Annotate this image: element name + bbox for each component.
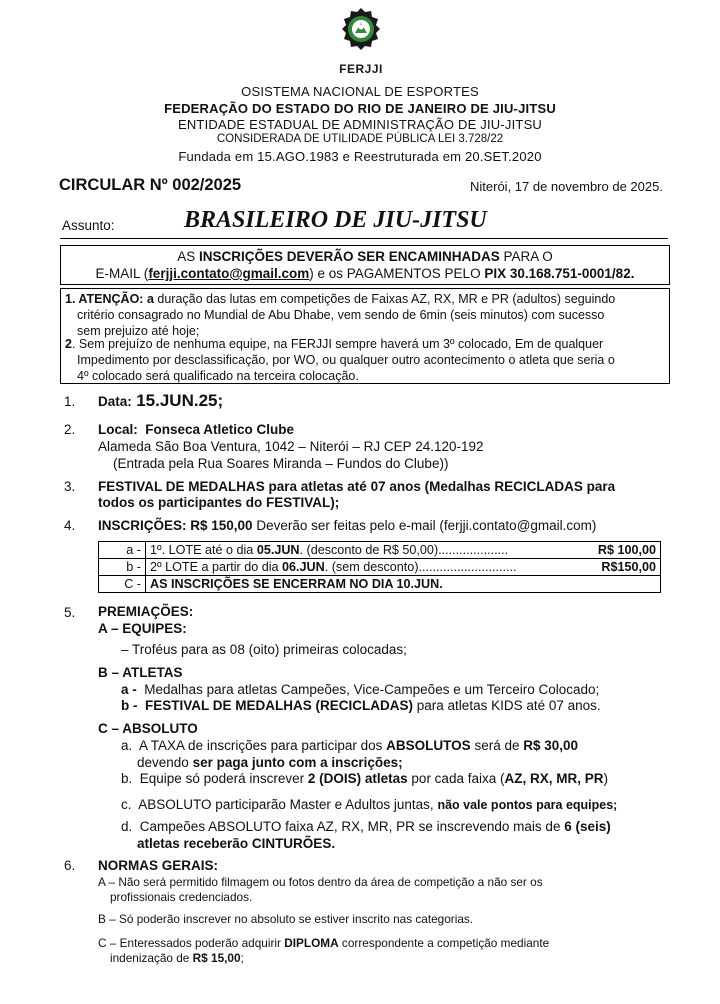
festival-line-2: todos os participantes do FESTIVAL); xyxy=(98,495,340,510)
festival-line-1: FESTIVAL DE MEDALHAS para atletas até 07 anos (Medalhas RECICLADAS para xyxy=(98,479,616,494)
circular-date: Niterói, 17 de novembro de 2025. xyxy=(470,179,663,194)
item-number-2: 2. xyxy=(64,422,76,437)
lot-description: 2º LOTE a partir do dia 06.JUN. (sem desconto)............................ R$150,00 xyxy=(146,559,661,576)
lot-row-a xyxy=(99,542,661,559)
registration-box xyxy=(60,245,670,285)
event-location: Local: Fonseca Atletico Clube xyxy=(98,422,295,437)
ferjji-logo xyxy=(341,6,381,78)
item-number-6: 6. xyxy=(64,858,76,873)
attention-item-2: 2. Sem prejuízo de nenhuma equipe, na FERJJI sempre haverá um 3º colocado, Em de qualquer Impedimento por desclassificação, por WO, ou qualquer outro acontecimento o atleta que seria o 4º colocado será qualificado na terceira colocação. xyxy=(65,337,615,383)
item-number-5: 5. xyxy=(64,605,76,620)
lot-deadline: AS INSCRIÇÕES SE ENCERRAM NO DIA 10.JUN. xyxy=(146,576,661,593)
lot-price: R$150,00 xyxy=(601,560,656,574)
registration-info: INSCRIÇÕES: R$ 150,00 Deverão ser feitas pelo e-mail (ferjji.contato@gmail.com) xyxy=(98,518,597,533)
absolute-item-d: d. Campeões ABSOLUTO faixa AZ, RX, MR, PR se inscrevendo mais de 6 (seis) xyxy=(121,819,611,834)
rule-c-line-2: indenização de R$ 15,00; xyxy=(110,951,244,965)
lot-key: b - xyxy=(99,559,146,576)
absolute-item-a-line-2: devendo ser paga junto com a inscrições; xyxy=(137,755,403,770)
general-rules-title: NORMAS GERAIS: xyxy=(98,858,219,873)
absolute-item-d-line-2: atletas receberão CINTURÕES. xyxy=(137,836,336,851)
item-number-3: 3. xyxy=(64,479,76,494)
awards-title: PREMIAÇÕES: xyxy=(98,604,194,619)
lot-description: 1º. LOTE até o dia 05.JUN. (desconto de R$ 50,00).................... R$ 100,00 xyxy=(146,542,661,559)
lot-row-c xyxy=(99,576,661,593)
circular-number: CIRCULAR Nº 002/2025 xyxy=(59,176,242,194)
header-line-1: OSISTEMA NACIONAL DE ESPORTES xyxy=(241,84,479,99)
header-law: CONSIDERADA DE UTILIDADE PÚBLICA LEI 3.728/22 xyxy=(216,133,504,145)
absolute-item-c: c. ABSOLUTO participarão Master e Adultos juntas, não vale pontos para equipes; xyxy=(121,797,618,812)
rule-a-line-1: A – Não será permitido filmagem ou fotos dentro da área de competição a não ser os xyxy=(98,875,543,889)
event-date: Data: 15.JUN.25; xyxy=(98,391,224,410)
location-address: Alameda São Boa Ventura, 1042 – Niterói – RJ CEP 24.120-192 xyxy=(98,439,484,454)
lot-row-b xyxy=(99,559,661,576)
subject-rule xyxy=(60,238,668,239)
attention-item-1: 1. ATENÇÃO: a duração das lutas em competições de Faixas AZ, RX, MR e PR (adultos) seguindo critério consagrado no Mundial de Abu Dhabe, vem sendo de 6min (seis minutos) com sucesso sem prejuizo até hoje; xyxy=(65,292,616,338)
lot-key: C - xyxy=(99,576,146,593)
subject-label: Assunto: xyxy=(62,218,115,233)
absolute-item-a: a. A TAXA de inscrições para participar dos ABSOLUTOS será de R$ 30,00 xyxy=(121,738,579,753)
rule-c-line-1: C – Enteressados poderão adquirir DIPLOMA correspondente a competição mediante xyxy=(98,936,550,950)
logo-text: FERJJI xyxy=(339,62,383,76)
rule-b: B – Só poderão inscrever no absoluto se estiver inscrito nas categorias. xyxy=(98,912,474,926)
header-entity: ENTIDADE ESTADUAL DE ADMINISTRAÇÃO DE JIU-JITSU xyxy=(177,117,543,132)
awards-athletes-title: B – ATLETAS xyxy=(98,665,183,680)
location-note: (Entrada pela Rua Soares Miranda – Fundos do Clube)) xyxy=(113,456,449,471)
header-federation: FEDERAÇÃO DO ESTADO DO RIO DE JANEIRO DE JIU-JITSU xyxy=(164,101,556,116)
subject-title: BRASILEIRO DE JIU-JITSU xyxy=(184,207,487,233)
header-founded: Fundada em 15.AGO.1983 e Reestruturada em 20.SET.2020 xyxy=(178,149,542,164)
lots-table xyxy=(98,541,661,593)
attention-box xyxy=(60,288,670,384)
registration-line-2: E-MAIL (ferjji.contato@gmail.com) e os PAGAMENTOS PELO PIX 30.168.751-0001/82. xyxy=(95,266,635,281)
awards-athletes-a: a - Medalhas para atletas Campeões, Vice-Campeões e um Terceiro Colocado; xyxy=(121,682,600,697)
awards-teams-title: A – EQUIPES: xyxy=(98,621,187,636)
item-number-1: 1. xyxy=(64,394,76,409)
awards-absolute-title: C – ABSOLUTO xyxy=(98,721,198,736)
lot-price: R$ 100,00 xyxy=(597,543,656,557)
registration-line-1: AS INSCRIÇÕES DEVERÃO SER ENCAMINHADAS PARA O xyxy=(177,249,553,264)
lot-key: a - xyxy=(99,542,146,559)
awards-teams-text: – Troféus para as 08 (oito) primeiras colocadas; xyxy=(121,642,407,657)
awards-athletes-b: b - FESTIVAL DE MEDALHAS (RECICLADAS) para atletas KIDS até 07 anos. xyxy=(121,698,601,713)
email-link[interactable]: ferjji.contato@gmail.com xyxy=(148,266,310,281)
rule-a-line-2: profissionais credenciados. xyxy=(110,890,253,904)
absolute-item-b: b. Equipe só poderá inscrever 2 (DOIS) atletas por cada faixa (AZ, RX, MR, PR) xyxy=(121,771,608,786)
item-number-4: 4. xyxy=(64,518,76,533)
